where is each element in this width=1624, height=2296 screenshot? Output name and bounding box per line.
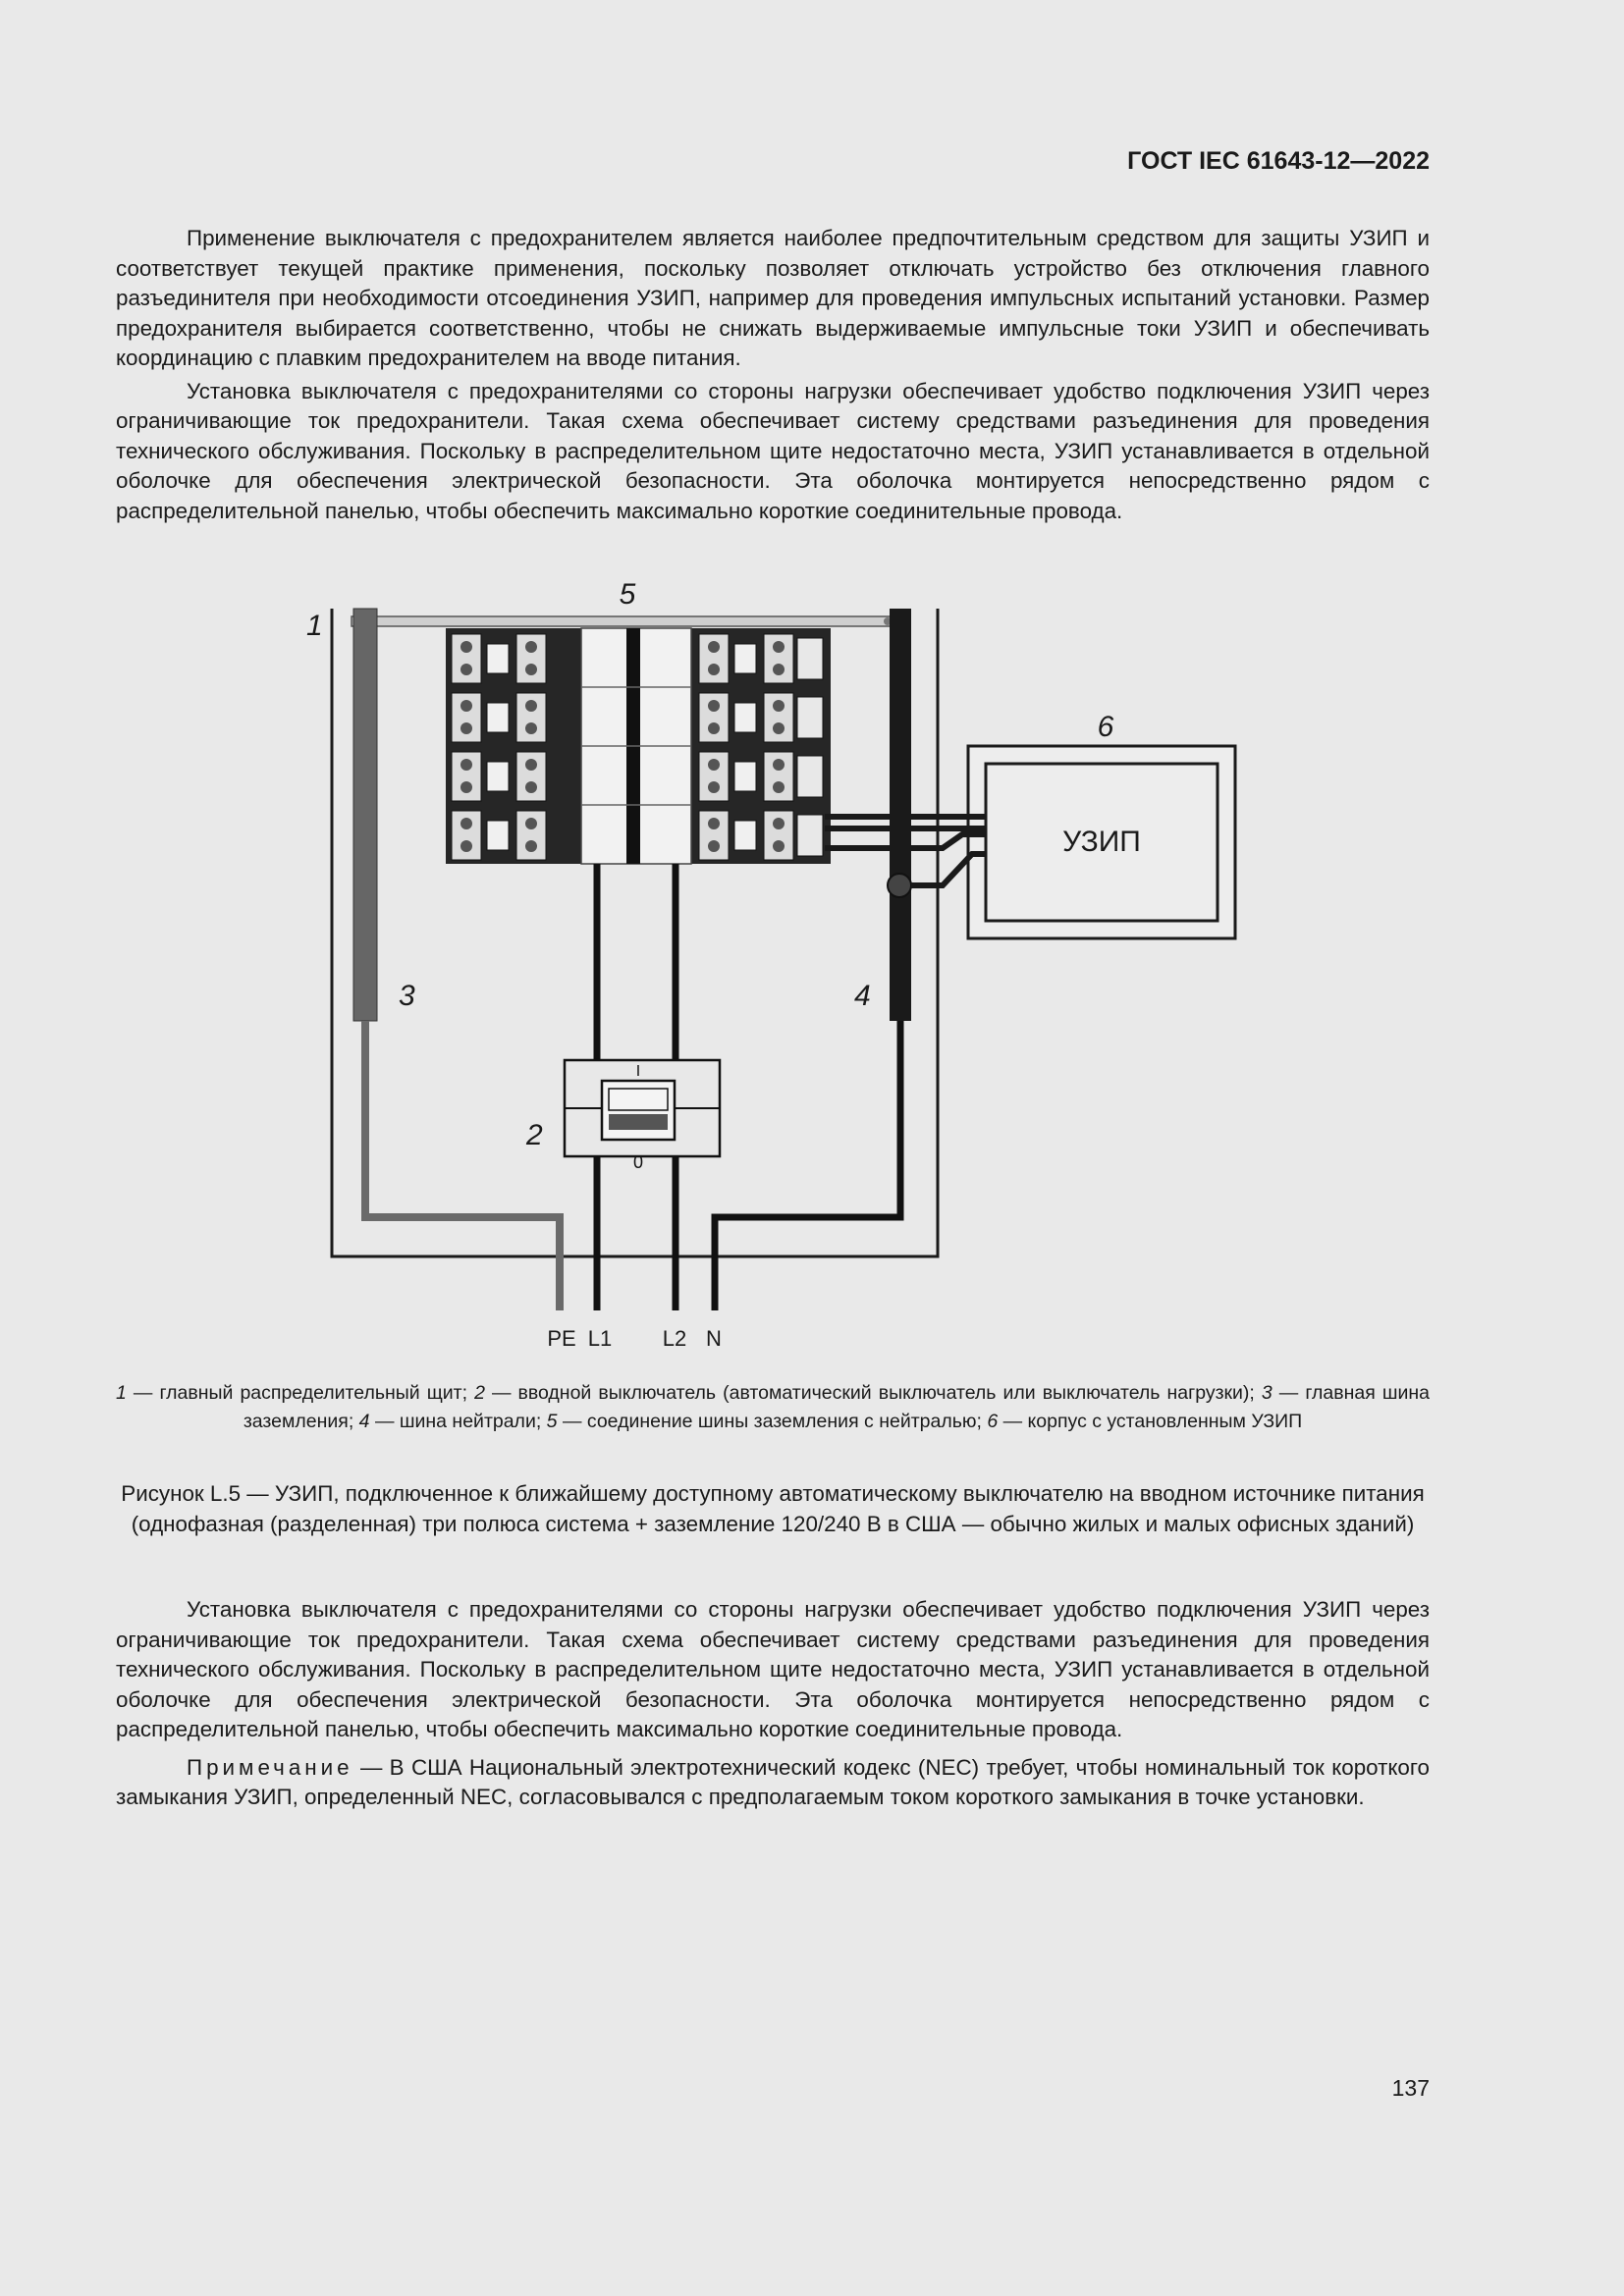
page-number: 137	[1391, 2075, 1430, 2101]
wiring-diagram	[295, 569, 1267, 1355]
legend-num: 3	[1261, 1382, 1272, 1404]
callout-2: 2	[526, 1119, 543, 1151]
terminal-n-label: N	[706, 1326, 722, 1351]
legend-num: 4	[358, 1410, 370, 1432]
legend-num: 2	[474, 1382, 485, 1404]
spd-label: УЗИП	[1062, 826, 1141, 858]
legend-text: — корпус с установленным УЗИП	[998, 1410, 1303, 1432]
wire-pe	[365, 1021, 560, 1310]
body-text-top	[116, 224, 1430, 526]
legend-text: — шина нейтрали;	[369, 1410, 547, 1432]
callout-5: 5	[619, 578, 636, 611]
note-paragraph	[116, 1753, 1430, 1813]
ground-bus-bar	[353, 609, 377, 1021]
legend-num: 6	[987, 1410, 999, 1432]
switch-on-marker: I	[635, 1063, 641, 1080]
callout-4: 4	[854, 980, 871, 1012]
paragraph: Установка выключателя с предохранителями со стороны нагрузки обеспечивает удобство подключения УЗИП через ограничивающие ток предохранители. Такая схема обеспечивает систему средствами разъединения для проведения технического обслуживания. Поскольку в распределительном щите недостаточно места, УЗИП устанавливается в отдельной оболочке для обеспечения электрической безопасности. Эта оболочка монтируется непосредственно рядом с распределительной панелью, чтобы обеспечить максимально короткие соединительные провода.	[116, 378, 1430, 523]
callout-1: 1	[306, 610, 323, 642]
legend-text: — главный распределительный щит;	[126, 1382, 475, 1404]
callout-6: 6	[1097, 711, 1114, 743]
wire-n	[715, 1021, 900, 1310]
legend-text: — вводной выключатель (автоматический выключатель или выключатель нагрузки);	[484, 1382, 1262, 1404]
legend-text: — соединение шины заземления с нейтралью;	[557, 1410, 988, 1432]
bonding-bar	[352, 616, 901, 626]
legend-num: 1	[116, 1382, 127, 1404]
paragraph: Применение выключателя с предохранителем является наиболее предпочтительным средством для защиты УЗИП и соответствует текущей практике применения, поскольку позволяет отключать устройство без отключения главного разъединителя при необходимости отсоединения УЗИП, например для проведения импульсных испытаний установки. Размер предохранителя выбирается соответственно, чтобы не снижать выдерживаемые импульсные токи УЗИП и обеспечивать координацию с плавким предохранителем на вводе питания.	[116, 226, 1430, 370]
terminal-pe-label: PE	[547, 1326, 576, 1351]
document-header: ГОСТ IEC 61643-12—2022	[1127, 147, 1430, 175]
note-label: Примечание	[187, 1754, 353, 1780]
neutral-terminal	[888, 874, 911, 897]
switch-off-marker: 0	[632, 1152, 644, 1172]
paragraph: Установка выключателя с предохранителями со стороны нагрузки обеспечивает удобство подключения УЗИП через ограничивающие ток предохранители. Такая схема обеспечивает систему средствами разъединения для проведения технического обслуживания. Поскольку в распределительном щите недостаточно места, УЗИП устанавливается в отдельной оболочке для обеспечения электрической безопасности. Эта оболочка монтируется непосредственно рядом с распределительной панелью, чтобы обеспечить максимально короткие соединительные провода.	[116, 1597, 1430, 1741]
legend-num: 5	[546, 1410, 558, 1432]
callout-3: 3	[399, 980, 415, 1012]
legend-text: — главная шина заземления;	[243, 1382, 1430, 1432]
terminal-l1-label: L1	[587, 1326, 613, 1351]
figure-caption: Рисунок L.5 — УЗИП, подключенное к ближайшему доступному автоматическому выключателю на вводном источнике питания (однофазная (разделенная) три полюса система + заземление 120/240 В в США — обычно жилых и малых офисных зданий)	[121, 1481, 1425, 1536]
main-switch-handle-dark	[609, 1114, 668, 1130]
body-text-bottom	[116, 1595, 1430, 1813]
figure-legend	[116, 1379, 1430, 1435]
main-switch-handle	[609, 1089, 668, 1110]
terminal-l2-label: L2	[662, 1326, 687, 1351]
breaker-block	[446, 628, 831, 864]
note-text: — В США Национальный электротехнический кодекс (NEC) требует, чтобы номинальный ток короткого замыкания УЗИП, определенный NEC, согласовывался с предполагаемым током короткого замыкания в точке установки.	[116, 1754, 1430, 1809]
